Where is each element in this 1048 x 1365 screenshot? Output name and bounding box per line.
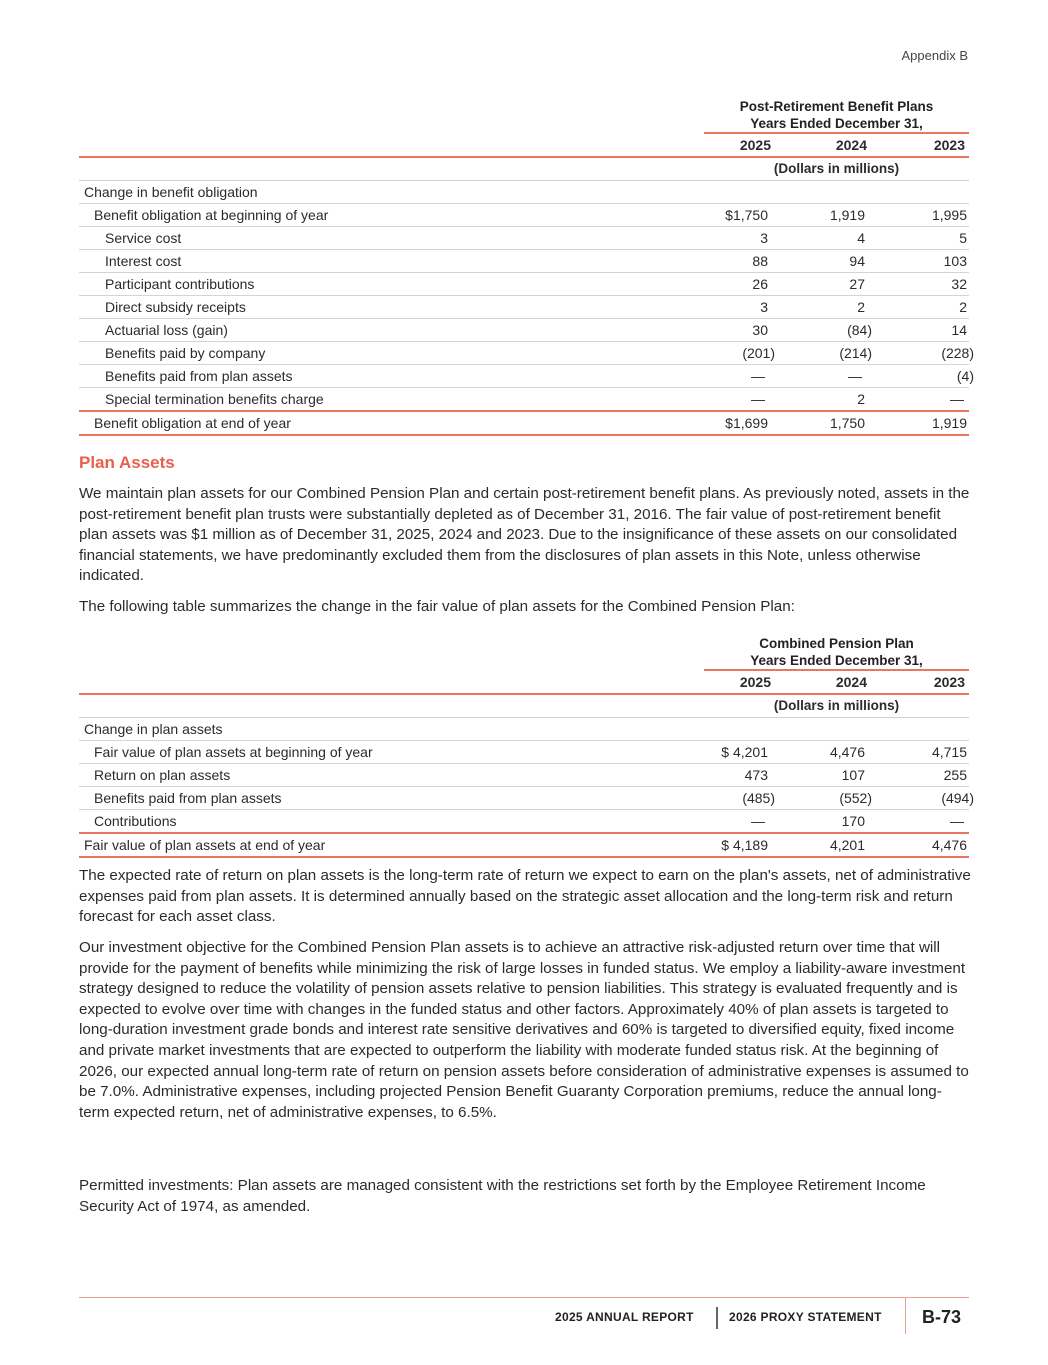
row-label: Direct subsidy receipts <box>105 299 246 315</box>
footer-annual-report: 2025 ANNUAL REPORT <box>555 1310 694 1324</box>
cell-value: 103 <box>943 253 967 269</box>
cell-value: 32 <box>951 276 967 292</box>
row-label: Contributions <box>94 813 177 829</box>
cell-value: 30 <box>752 322 768 338</box>
table-row <box>79 227 969 250</box>
table-row <box>79 296 969 319</box>
cell-value: 88 <box>752 253 768 269</box>
cell-value: 4,476 <box>931 837 967 853</box>
row-label: Actuarial loss (gain) <box>105 322 228 338</box>
cell-value: (485) <box>742 790 775 806</box>
year-col-1: 2025 <box>739 674 771 690</box>
table-header <box>79 98 969 134</box>
row-label: Special termination benefits charge <box>105 391 324 407</box>
cell-value: 170 <box>841 813 865 829</box>
table-title-line1: Post-Retirement Benefit Plans <box>739 99 934 114</box>
table-title <box>704 98 969 132</box>
cell-value: (214) <box>839 345 872 361</box>
units-row <box>79 158 969 181</box>
cell-value: 14 <box>951 322 967 338</box>
post-retirement-benefit-table <box>79 98 974 436</box>
year-col-1: 2025 <box>739 137 771 153</box>
cell-value: 473 <box>744 767 768 783</box>
combined-pension-plan-table <box>79 635 974 858</box>
paragraph: Our investment objective for the Combined Pension Plan assets is to achieve an attractive risk-adjusted return over time that will provide for the payment of benefits while minimizing the risk of large losses in funded status. We employ a liability-aware investment strategy designed to reduce the volatility of pension assets relative to pension liabilities. This strategy is evaluated frequently and is expected to evolve over time with changes in the funded status and other factors. Approximately 40% of plan assets is targeted to long-duration investment grade bonds and interest rate sensitive derivatives and 60% is targeted to diversified equity, fixed income and private market investments that are expected to outperform the liability with moderate funded status risk. At the beginning of 2026, our expected annual long-term rate of return on pension assets before consideration of administrative expenses is assumed to be 7.0%. Administrative expenses, including projected Pension Benefit Guaranty Corporation premiums, reduce the annual long-term expected return, net of administrative expenses, to 6.5%. <box>79 939 969 1121</box>
row-label: Benefits paid from plan assets <box>94 790 282 806</box>
table-title <box>704 635 969 669</box>
cell-value: 255 <box>943 767 967 783</box>
footer-divider <box>905 1297 906 1334</box>
cell-value: — <box>950 813 964 829</box>
cell-value: — <box>848 368 862 384</box>
section-heading: Plan Assets <box>79 453 175 472</box>
cell-value: 4,201 <box>829 837 865 853</box>
table-body <box>79 181 974 436</box>
table-row <box>79 741 969 764</box>
table-header <box>79 635 969 671</box>
cell-value: 107 <box>841 767 865 783</box>
cell-value: 4,476 <box>829 744 865 760</box>
row-label: Benefit obligation at beginning of year <box>94 207 329 223</box>
cell-value: $1,750 <box>725 207 768 223</box>
row-label: Benefits paid from plan assets <box>105 368 293 384</box>
footer-rule <box>79 1297 969 1298</box>
cell-value: — <box>950 391 964 407</box>
cell-value: 94 <box>849 253 865 269</box>
paragraph: Permitted investments: Plan assets are managed consistent with the restrictions set forth by the Employee Retirement Income Security Act of 1974, as amended. <box>79 1177 926 1215</box>
row-label: Benefit obligation at end of year <box>94 415 291 431</box>
table-row <box>79 204 969 227</box>
cell-value: — <box>751 368 765 384</box>
cell-value: $ 4,201 <box>721 744 768 760</box>
page-number: B-73 <box>922 1307 962 1327</box>
row-label: Service cost <box>105 230 182 246</box>
paragraph: The following table summarizes the change in the fair value of plan assets for the Combined Pension Plan: <box>79 598 795 615</box>
table-total-row <box>79 832 969 858</box>
row-label: Fair value of plan assets at end of year <box>84 837 326 853</box>
year-col-3: 2023 <box>933 674 965 690</box>
cell-value: (494) <box>941 790 974 806</box>
cell-value: (84) <box>847 322 872 338</box>
table-title-line2: Years Ended December 31, <box>750 653 923 668</box>
table-row <box>79 342 974 365</box>
table-title-line1: Combined Pension Plan <box>759 636 914 651</box>
cell-value: — <box>751 813 765 829</box>
cell-value: (4) <box>956 368 974 384</box>
table-row <box>79 273 969 296</box>
cell-value: 26 <box>752 276 768 292</box>
cell-value: 4,715 <box>931 744 967 760</box>
cell-value: 1,995 <box>931 207 967 223</box>
row-label: Participant contributions <box>105 276 255 292</box>
cell-value: 3 <box>760 299 768 315</box>
year-col-2: 2024 <box>835 137 867 153</box>
units-label: (Dollars in millions) <box>773 161 900 176</box>
cell-value: 1,919 <box>829 207 865 223</box>
footer-proxy-statement: 2026 PROXY STATEMENT <box>729 1310 882 1324</box>
table-body <box>79 718 974 858</box>
table-row <box>79 319 969 342</box>
cell-value: $ 4,189 <box>721 837 768 853</box>
cell-value: 5 <box>959 230 967 246</box>
row-label: Benefits paid by company <box>105 345 266 361</box>
paragraph: We maintain plan assets for our Combined Pension Plan and certain post-retirement benefit plans. As previously noted, assets in the post-retirement benefit plan trusts were substantially depleted as of December 31, 2016. The fair value of post-retirement benefit plan assets was $1 million as of December 31, 2025, 2024 and 2023. Due to the insignificance of these assets on our consolidated financial statements, we have predominantly excluded them from the disclosures of plan assets in this Note, unless otherwise indicated. <box>79 485 970 585</box>
years-row <box>79 671 969 695</box>
table-row <box>79 250 969 273</box>
table-row <box>79 787 974 810</box>
footer-divider <box>716 1307 718 1329</box>
cell-value: 1,750 <box>829 415 865 431</box>
units-row <box>79 695 969 718</box>
table-total-row <box>79 410 969 436</box>
table-row <box>79 718 969 741</box>
table-row <box>79 764 969 787</box>
paragraph: The expected rate of return on plan assets is the long-term rate of return we expect to earn on the plan's assets, net of administrative expenses paid from plan assets. It is determined annually based on the strategic asset allocation and the long-term risk and return forecast for each asset class. <box>79 867 971 926</box>
table-row <box>79 388 969 411</box>
appendix-label: Appendix B <box>901 48 968 63</box>
year-col-3: 2023 <box>933 137 965 153</box>
cell-value: 4 <box>857 230 865 246</box>
cell-value: (201) <box>742 345 775 361</box>
cell-value: 3 <box>760 230 768 246</box>
row-label: Change in benefit obligation <box>84 184 258 200</box>
table-row <box>79 810 969 833</box>
row-label: Interest cost <box>105 253 182 269</box>
row-label: Fair value of plan assets at beginning of year <box>94 744 373 760</box>
cell-value: — <box>751 391 765 407</box>
cell-value: (552) <box>839 790 872 806</box>
years-row <box>79 134 969 158</box>
cell-value: (228) <box>941 345 974 361</box>
cell-value: 1,919 <box>931 415 967 431</box>
cell-value: 2 <box>959 299 967 315</box>
row-label: Return on plan assets <box>94 767 231 783</box>
year-col-2: 2024 <box>835 674 867 690</box>
cell-value: 2 <box>857 299 865 315</box>
row-label: Change in plan assets <box>84 721 223 737</box>
cell-value: 2 <box>857 391 865 407</box>
units-label: (Dollars in millions) <box>773 698 900 713</box>
cell-value: $1,699 <box>725 415 768 431</box>
cell-value: 27 <box>849 276 865 292</box>
table-row <box>79 181 969 204</box>
table-title-line2: Years Ended December 31, <box>750 116 923 131</box>
table-row <box>79 365 974 388</box>
